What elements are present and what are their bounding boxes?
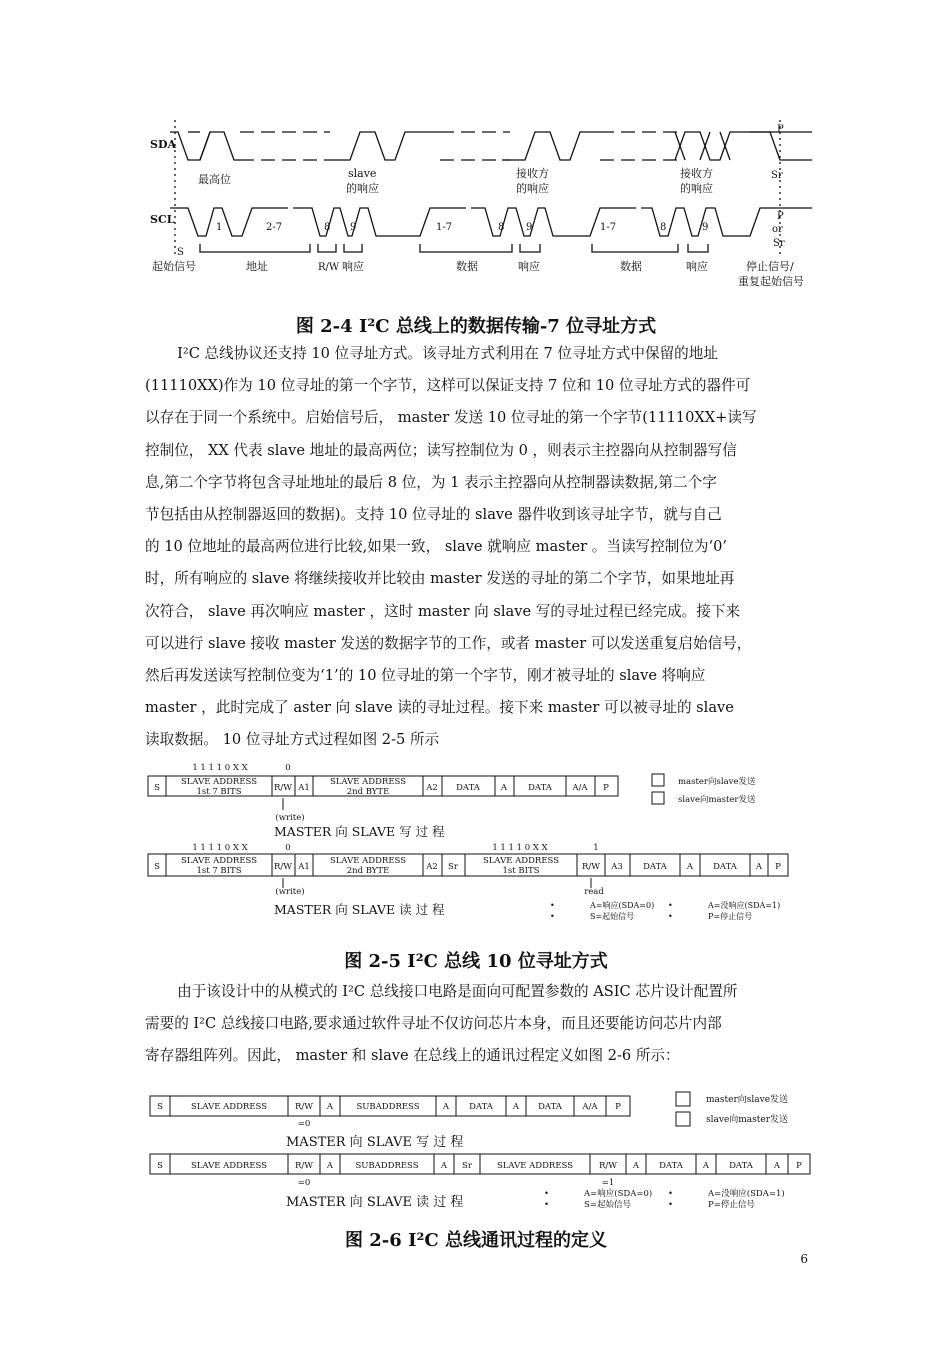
addr-label: 地址 xyxy=(246,260,268,273)
para2-line: 寄存器组阵列。因此， master 和 slave 在总线上的通讯过程定义如图 2-6 所示： xyxy=(145,1047,680,1065)
clk-9c: 9 xyxy=(702,222,709,233)
cell-subaddress: SUBADDRESS xyxy=(356,1102,420,1112)
cell-subaddress: SUBADDRESS xyxy=(355,1161,419,1171)
write-label-2: (write) xyxy=(275,887,305,897)
scl-label: SCL xyxy=(150,213,175,226)
bullet: • xyxy=(668,1200,674,1210)
cell-a1: A1 xyxy=(298,783,310,793)
clk-8a: 8 xyxy=(324,222,331,233)
para1-line: (11110XX)作为 10 位寻址的第一个字节，这样可以保证支持 7 位和 10 位寻址方式的器件可 xyxy=(145,377,751,395)
cell-s: S xyxy=(154,862,160,872)
cell-slave-address: SLAVE ADDRESS xyxy=(190,1161,268,1171)
legend-master-to-slave: master向slave发送 xyxy=(678,777,756,787)
data2-label: 数据 xyxy=(620,260,642,273)
cell-data: DATA xyxy=(528,783,552,793)
figure-2-4-timing-diagram xyxy=(140,112,820,292)
start-label: 起始信号 xyxy=(152,260,196,273)
cell-s: S xyxy=(157,1161,163,1171)
s-label: S xyxy=(177,247,184,258)
para1-line: 读取数据。 10 位寻址方式过程如图 2-5 所示 xyxy=(145,731,440,749)
bits-11110xx-3: 1 1 1 1 0 X X xyxy=(492,843,548,853)
clk-8c: 8 xyxy=(660,222,667,233)
cell-2nd-byte: 2nd BYTE xyxy=(346,866,390,876)
page-number: 6 xyxy=(800,1252,808,1266)
cell-a-na: A/A xyxy=(582,1102,598,1112)
recv-ack-label-b2: 的响应 xyxy=(680,182,713,195)
bullet: • xyxy=(544,1189,550,1199)
para1-line: 可以进行 slave 接收 master 发送的数据字节的工作，或者 master 可以发送重复启始信号， xyxy=(145,634,752,652)
paragraph-communication-definition xyxy=(145,976,810,1073)
eq0-label-1: =0 xyxy=(297,1119,311,1129)
sr-bot-label: Sr xyxy=(773,238,785,249)
master-read-label: MASTER 向 SLAVE 读 过 程 xyxy=(286,1195,464,1210)
note-p-stop: P=停止信号 xyxy=(708,1200,755,1210)
para1-line: master ，此时完成了 aster 向 slave 读的寻址过程。接下来 master 可以被寻址的 slave xyxy=(145,699,734,717)
stop-label-2: 重复起始信号 xyxy=(738,275,804,288)
para1-line: 然后再发送读写控制位变为‘1’的 10 位寻址的第一个字节，刚才被寻址的 slave 将响应 xyxy=(145,667,706,685)
p-top-label: P xyxy=(777,124,784,135)
cell-p: P xyxy=(775,862,781,872)
cell-rw: R/W xyxy=(273,862,293,872)
zero-1: 0 xyxy=(285,763,291,773)
cell-a: A xyxy=(326,1102,334,1112)
cell-data: DATA xyxy=(538,1102,562,1112)
cell-a3: A3 xyxy=(611,862,623,872)
slave-ack-label-1: slave xyxy=(348,167,377,180)
cell-a-not: A xyxy=(773,1161,781,1171)
recv-ack-label-b1: 接收方 xyxy=(680,167,713,180)
clk-1: 1 xyxy=(216,222,223,233)
note-a-nack: A=没响应(SDA=1) xyxy=(708,901,781,910)
bullet: • xyxy=(550,912,555,921)
cell-slave-address-2: SLAVE ADDRESS xyxy=(329,777,407,787)
paragraph-10bit-addressing xyxy=(145,338,810,757)
cell-slave-address: SLAVE ADDRESS xyxy=(190,1102,268,1112)
write-label-1: (write) xyxy=(275,813,305,823)
cell-a2: A2 xyxy=(426,862,438,872)
note-a-ack: A=响应(SDA=0) xyxy=(584,1189,653,1199)
bullet: • xyxy=(544,1200,550,1210)
cell-data: DATA xyxy=(456,783,480,793)
recv-ack-label-a1: 接收方 xyxy=(516,167,549,180)
cell-sr: Sr xyxy=(448,862,458,872)
cell-slave-address-2: SLAVE ADDRESS xyxy=(329,856,407,866)
cell-slave-address-sub: 1st 7 BITS xyxy=(196,866,242,876)
cell-p: P xyxy=(603,783,609,793)
rw-label: R/W xyxy=(318,262,340,273)
legend-slave-to-master: slave向master发送 xyxy=(678,795,756,805)
cell-s: S xyxy=(154,783,160,793)
cell-p: P xyxy=(615,1102,621,1112)
cell-rw: R/W xyxy=(273,783,293,793)
note-p-stop: P=停止信号 xyxy=(708,912,753,921)
cell-s: S xyxy=(157,1102,163,1112)
cell-a: A xyxy=(686,862,694,872)
note-a-nack: A=没响应(SDA=1) xyxy=(708,1189,785,1199)
para1-line: 控制位， XX 代表 slave 地址的最高两位；读写控制位为 0 ，则表示主控器向从控制器写信 xyxy=(145,441,737,459)
cell-data: DATA xyxy=(713,862,737,872)
para1-line: 时，所有响应的 slave 将继续接收并比较由 master 发送的寻址的第二个字节，如果地址再 xyxy=(145,570,735,588)
master-read-label: MASTER 向 SLAVE 读 过 程 xyxy=(274,902,445,917)
clk-9b: 9 xyxy=(526,222,533,233)
para2-line: 由于该设计中的从模式的 I²C 总线接口电路是面向可配置参数的 ASIC 芯片设计配置所 xyxy=(177,983,738,1000)
stop-label-1: 停止信号/ xyxy=(746,260,794,273)
note-s-start: S=起始信号 xyxy=(590,912,635,921)
bits-11110xx-1: 1 1 1 1 0 X X xyxy=(192,763,248,773)
master-write-label: MASTER 向 SLAVE 写 过 程 xyxy=(274,824,445,839)
bullet: • xyxy=(668,901,673,910)
cell-sr: Sr xyxy=(462,1161,472,1171)
figure-2-4-caption: 图 2-4 I²C 总线上的数据传输-7 位寻址方式 xyxy=(295,316,657,337)
data1-label: 数据 xyxy=(456,260,478,273)
cell-slave-address-sub: 1st 7 BITS xyxy=(196,787,242,797)
msb-label: 最高位 xyxy=(198,173,231,186)
para1-line: 节包括由从控制器返回的数据)。支持 10 位寻址的 slave 器件收到该寻址字节，就与自己 xyxy=(145,506,722,524)
clk-8b: 8 xyxy=(498,222,505,233)
cell-a: A xyxy=(326,1161,334,1171)
cell-p: P xyxy=(796,1161,802,1171)
cell-a-na: A/A xyxy=(572,783,588,793)
or-label: or xyxy=(772,224,783,235)
cell-slave-address-3: SLAVE ADDRESS xyxy=(482,856,560,866)
cell-a: A xyxy=(632,1161,640,1171)
cell-data: DATA xyxy=(643,862,667,872)
legend-master-to-slave: master向slave发送 xyxy=(706,1095,789,1105)
ack2-label: 响应 xyxy=(518,260,540,273)
read-label: read xyxy=(584,887,604,897)
cell-a: A xyxy=(440,1161,448,1171)
note-s-start: S=起始信号 xyxy=(584,1200,631,1210)
para1-line: 息,第二个字节将包含寻址地址的最后 8 位，为 1 表示主控器向从控制器读数据,第二个字 xyxy=(145,473,717,491)
figure-2-5-caption: 图 2-5 I²C 总线 10 位寻址方式 xyxy=(344,951,608,972)
bullet: • xyxy=(668,1189,674,1199)
slave-ack-label-2: 的响应 xyxy=(346,182,379,195)
cell-a: A xyxy=(702,1161,710,1171)
clk-2-7: 2-7 xyxy=(266,222,283,233)
cell-data: DATA xyxy=(729,1161,753,1171)
cell-a: A xyxy=(442,1102,450,1112)
cell-a1: A1 xyxy=(298,862,310,872)
ack3-label: 响应 xyxy=(686,260,708,273)
ack1-label: 响应 xyxy=(342,260,364,273)
para1-line: 次符合， slave 再次响应 master ，这时 master 向 slave 写的寻址过程已经完成。接下来 xyxy=(145,602,741,620)
para2-line: 需要的 I²C 总线接口电路,要求通过软件寻址不仅访问芯片本身，而且还要能访问芯片内部 xyxy=(145,1015,722,1033)
cell-rw: R/W xyxy=(294,1102,314,1112)
bits-11110xx-2: 1 1 1 1 0 X X xyxy=(192,843,248,853)
sda-label: SDA xyxy=(150,138,177,151)
para1-line: I²C 总线协议还支持 10 位寻址方式。该寻址方式利用在 7 位寻址方式中保留的地址 xyxy=(177,345,718,362)
cell-a-not: A xyxy=(755,862,763,872)
eq1-label: =1 xyxy=(601,1178,615,1188)
cell-rw-2: R/W xyxy=(598,1161,618,1171)
cell-slave-address: SLAVE ADDRESS xyxy=(180,777,258,787)
cell-rw-2: R/W xyxy=(581,862,601,872)
clk-9a: 9 xyxy=(350,222,357,233)
figure-2-6-frame-diagram xyxy=(140,1086,820,1216)
eq0-label-2: =0 xyxy=(297,1178,311,1188)
cell-1st-bits: 1st BITS xyxy=(502,866,540,876)
zero-2: 0 xyxy=(285,843,291,853)
figure-2-5-frame-diagram xyxy=(140,758,820,930)
one-3: 1 xyxy=(593,843,599,853)
bullet: • xyxy=(550,901,555,910)
recv-ack-label-a2: 的响应 xyxy=(516,182,549,195)
cell-slave-address-2: SLAVE ADDRESS xyxy=(496,1161,574,1171)
master-write-label: MASTER 向 SLAVE 写 过 程 xyxy=(286,1135,464,1150)
cell-a2: A2 xyxy=(426,783,438,793)
sr-top-label: Sr xyxy=(771,170,783,181)
para1-line: 以存在于同一个系统中。启始信号后， master 发送 10 位寻址的第一个字节(11110XX+读写 xyxy=(145,409,757,427)
cell-data: DATA xyxy=(659,1161,683,1171)
cell-data: DATA xyxy=(469,1102,493,1112)
legend-slave-to-master: slave向master发送 xyxy=(706,1115,789,1125)
clk-1-7a: 1-7 xyxy=(436,222,453,233)
note-a-ack: A=响应(SDA=0) xyxy=(590,901,655,910)
cell-slave-address: SLAVE ADDRESS xyxy=(180,856,258,866)
cell-rw: R/W xyxy=(294,1161,314,1171)
clk-1-7b: 1-7 xyxy=(600,222,617,233)
figure-2-6-caption: 图 2-6 I²C 总线通讯过程的定义 xyxy=(345,1230,607,1251)
bullet: • xyxy=(668,912,673,921)
cell-a: A xyxy=(500,783,508,793)
para1-line: 的 10 位地址的最高两位进行比较,如果一致， slave 就响应 master 。当读写控制位为‘0’ xyxy=(145,538,728,556)
p-bot-label: P xyxy=(777,211,784,222)
cell-2nd-byte: 2nd BYTE xyxy=(346,787,390,797)
cell-a: A xyxy=(512,1102,520,1112)
